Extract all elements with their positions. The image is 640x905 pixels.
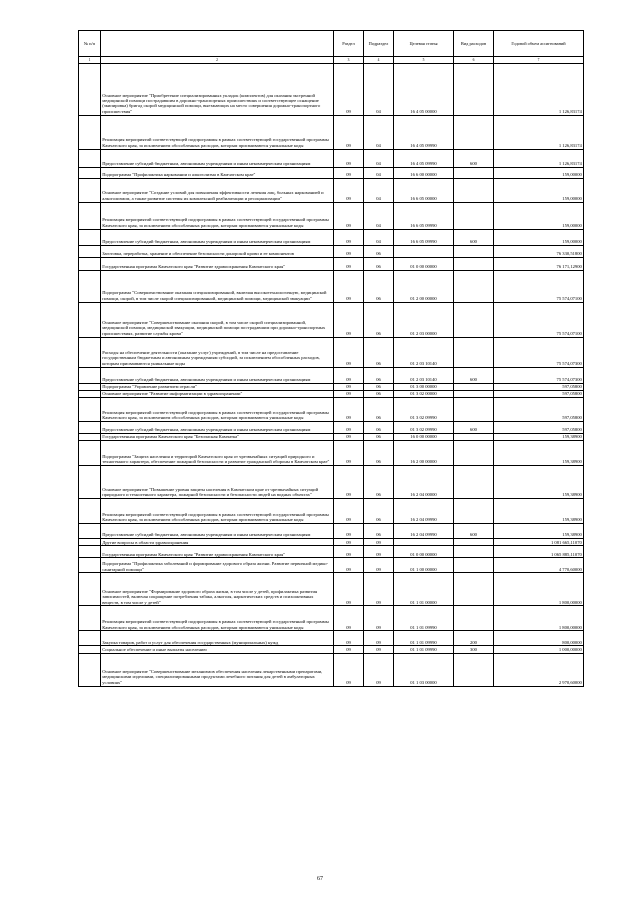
header-row — [79, 31, 584, 57]
cell-vid: 600 — [454, 524, 494, 539]
cell-name: Подпрограмма "Профилактика наркомании и алкоголизма в Камчатском крае" — [101, 167, 334, 178]
cell-num — [79, 245, 101, 257]
header-razdel: Раздел — [334, 31, 364, 57]
table-row — [79, 441, 584, 466]
cell-vid — [454, 433, 494, 440]
cell-razdel: 09 — [334, 390, 364, 397]
table-row — [79, 606, 584, 631]
cell-podrazdel: 04 — [364, 202, 394, 229]
cell-podrazdel: 06 — [364, 421, 394, 433]
cell-podrazdel: 06 — [364, 270, 394, 302]
table-row — [79, 466, 584, 499]
cell-razdel: 09 — [334, 115, 364, 149]
cell-razdel: 09 — [334, 524, 364, 539]
cell-amount: 4 770,60000 — [494, 558, 584, 573]
cell-razdel: 09 — [334, 367, 364, 383]
cell-vid: 600 — [454, 229, 494, 245]
cell-amount: 159,00000 — [494, 229, 584, 245]
header-name — [101, 31, 334, 57]
cell-tsel: 01 3 00 00000 — [394, 383, 454, 390]
cell-amount: 597,05800 — [494, 421, 584, 433]
table-row — [79, 558, 584, 573]
cell-vid — [454, 245, 494, 257]
cell-name: Заготовка, переработка, хранение и обеспечение безопасности донорской крови и ее компонентов — [101, 245, 334, 257]
cell-num — [79, 631, 101, 646]
cell-vid — [454, 383, 494, 390]
cell-amount: 76 171,12900 — [494, 257, 584, 270]
cell-podrazdel: 06 — [364, 499, 394, 524]
cell-vid — [454, 573, 494, 606]
cell-name: Государственная программа Камчатского края "Развитие здравоохранения Камчатского края" — [101, 546, 334, 558]
header-tsel: Целевая статья — [394, 31, 454, 57]
cell-razdel: 09 — [334, 245, 364, 257]
cell-vid — [454, 397, 494, 421]
cell-name: Реализация мероприятий соответствующей подпрограммы в рамках соответствующей государственной программы Камчатского края, за исключением обособленных расходов, которым присваиваются уникальные коды — [101, 202, 334, 229]
col-number: 6 — [454, 56, 494, 63]
cell-podrazdel: 04 — [364, 63, 394, 115]
cell-amount: 75 574,07100 — [494, 270, 584, 302]
cell-tsel: 01 0 00 00000 — [394, 546, 454, 558]
cell-num — [79, 63, 101, 115]
cell-name: Основное мероприятие "Совершенствование оказания скорой, в том числе скорой специализированной, медицинской помощи, медицинской эвакуации, медицинской помощи пострадавшим при дорожно-транспортных происшествиях, развитие службы крови" — [101, 302, 334, 337]
table-row — [79, 383, 584, 390]
cell-num — [79, 115, 101, 149]
cell-tsel: 16 6 05 09990 — [394, 229, 454, 245]
cell-amount: 1 800,00000 — [494, 606, 584, 631]
cell-num — [79, 229, 101, 245]
cell-tsel: 01 1 01 00000 — [394, 573, 454, 606]
cell-vid — [454, 653, 494, 686]
cell-name: Предоставление субсидий бюджетным, автономным учреждениям и иным некоммерческим организациям — [101, 229, 334, 245]
cell-razdel: 09 — [334, 546, 364, 558]
cell-tsel: 01 2 00 00000 — [394, 270, 454, 302]
cell-razdel: 09 — [334, 178, 364, 202]
cell-amount: 159,38900 — [494, 433, 584, 440]
cell-name: Предоставление субсидий бюджетным, автономным учреждениям и иным некоммерческим организациям — [101, 421, 334, 433]
cell-podrazdel: 06 — [364, 397, 394, 421]
table-row — [79, 367, 584, 383]
cell-podrazdel: 09 — [364, 539, 394, 546]
cell-vid — [454, 257, 494, 270]
cell-vid — [454, 115, 494, 149]
cell-tsel: 01 1 03 00000 — [394, 653, 454, 686]
cell-num — [79, 257, 101, 270]
cell-vid — [454, 202, 494, 229]
cell-num — [79, 606, 101, 631]
cell-num — [79, 167, 101, 178]
cell-tsel: 01 3 02 00000 — [394, 390, 454, 397]
cell-num — [79, 524, 101, 539]
cell-name: Основное мероприятие "Совершенствование механизмов обеспечения населения лекарственными препаратами, медицинскими изделиями, специализированными продуктами лечебного питания для детей в амбулаторных условиях" — [101, 653, 334, 686]
cell-podrazdel: 06 — [364, 257, 394, 270]
cell-name: Подпрограмма "Профилактика заболеваний и формирование здорового образа жизни. Развитие первичной медико-санитарной помощи" — [101, 558, 334, 573]
cell-amount: 159,00000 — [494, 178, 584, 202]
cell-tsel: 16 2 04 00000 — [394, 466, 454, 499]
cell-vid — [454, 466, 494, 499]
cell-num — [79, 539, 101, 546]
cell-razdel: 09 — [334, 573, 364, 606]
cell-num — [79, 558, 101, 573]
cell-amount: 1 126,83174 — [494, 63, 584, 115]
cell-name: Реализация мероприятий соответствующей подпрограммы в рамках соответствующей государственной программы Камчатского края, за исключением обособленных расходов, которым присваиваются уникальные коды — [101, 606, 334, 631]
cell-name: Предоставление субсидий бюджетным, автономным учреждениям и иным некоммерческим организациям — [101, 149, 334, 167]
cell-amount: 75 574,07300 — [494, 367, 584, 383]
cell-name: Реализация мероприятий соответствующей подпрограммы в рамках соответствующей государственной программы Камчатского края, за исключением обособленных расходов, которым присваиваются уникальные коды — [101, 115, 334, 149]
cell-vid — [454, 606, 494, 631]
cell-amount: 1 065 885,11070 — [494, 546, 584, 558]
table-row — [79, 245, 584, 257]
cell-amount: 75 574,07300 — [494, 337, 584, 367]
cell-podrazdel: 06 — [364, 337, 394, 367]
cell-num — [79, 302, 101, 337]
table-row — [79, 653, 584, 686]
cell-num — [79, 383, 101, 390]
cell-razdel: 09 — [334, 167, 364, 178]
cell-name: Закупка товаров, работ и услуг для обеспечения государственных (муниципальных) нужд — [101, 631, 334, 646]
cell-tsel: 16 2 04 09990 — [394, 499, 454, 524]
cell-razdel: 09 — [334, 149, 364, 167]
cell-podrazdel: 06 — [364, 367, 394, 383]
cell-podrazdel: 06 — [364, 441, 394, 466]
cell-razdel: 09 — [334, 421, 364, 433]
cell-amount: 1 081 665,11070 — [494, 539, 584, 546]
cell-tsel: 16 2 00 00000 — [394, 441, 454, 466]
cell-vid — [454, 558, 494, 573]
cell-num — [79, 441, 101, 466]
cell-razdel: 09 — [334, 433, 364, 440]
cell-amount: 597,05800 — [494, 390, 584, 397]
cell-razdel: 09 — [334, 257, 364, 270]
cell-amount: 159,38900 — [494, 441, 584, 466]
cell-name: Социальное обеспечение и иные выплаты населению — [101, 646, 334, 653]
table-row — [79, 149, 584, 167]
table-row — [79, 546, 584, 558]
cell-razdel: 09 — [334, 202, 364, 229]
table-row — [79, 63, 584, 115]
cell-name: Другие вопросы в области здравоохранения — [101, 539, 334, 546]
cell-vid — [454, 539, 494, 546]
cell-podrazdel: 09 — [364, 653, 394, 686]
cell-amount: 159,38900 — [494, 466, 584, 499]
cell-num — [79, 397, 101, 421]
table-row — [79, 178, 584, 202]
table-row — [79, 397, 584, 421]
table-row — [79, 167, 584, 178]
cell-vid — [454, 178, 494, 202]
cell-razdel: 09 — [334, 646, 364, 653]
table-row — [79, 524, 584, 539]
cell-name: Предоставление субсидий бюджетным, автономным учреждениям и иным некоммерческим организациям — [101, 524, 334, 539]
cell-podrazdel: 09 — [364, 546, 394, 558]
cell-tsel: 01 0 00 00000 — [394, 257, 454, 270]
cell-name: Подпрограмма "Совершенствование оказания специализированной, включая высокотехнологичную, медицинской помощи, скорой, в том числе скорой специализированной, медицинской помощи, медицинской эвакуации" — [101, 270, 334, 302]
cell-podrazdel: 09 — [364, 558, 394, 573]
col-number: 7 — [494, 56, 584, 63]
table-row — [79, 202, 584, 229]
cell-tsel: 16 4 05 09990 — [394, 115, 454, 149]
budget-table-sheet — [78, 30, 583, 687]
cell-num — [79, 466, 101, 499]
cell-vid — [454, 270, 494, 302]
cell-razdel: 09 — [334, 558, 364, 573]
budget-table — [78, 30, 584, 687]
table-row — [79, 229, 584, 245]
page-number: 67 — [317, 876, 323, 882]
cell-num — [79, 270, 101, 302]
cell-name: Основное мероприятие "Создание условий для повышения эффективности лечения лиц, больных наркоманией и алкоголизмом, а также развитие системы их комплексной реабилитации и ресоциализации" — [101, 178, 334, 202]
cell-razdel: 09 — [334, 539, 364, 546]
cell-razdel: 09 — [334, 631, 364, 646]
cell-num — [79, 546, 101, 558]
table-row — [79, 257, 584, 270]
cell-amount: 1 126,83174 — [494, 115, 584, 149]
cell-tsel: 01 1 01 09990 — [394, 646, 454, 653]
cell-podrazdel: 09 — [364, 573, 394, 606]
cell-podrazdel: 06 — [364, 245, 394, 257]
cell-podrazdel: 04 — [364, 167, 394, 178]
cell-num — [79, 390, 101, 397]
cell-num — [79, 178, 101, 202]
cell-podrazdel: 09 — [364, 646, 394, 653]
cell-vid — [454, 337, 494, 367]
table-row — [79, 390, 584, 397]
cell-name: Реализация мероприятий соответствующей подпрограммы в рамках соответствующей государственной программы Камчатского края, за исключением обособленных расходов, которым присваиваются уникальные коды — [101, 499, 334, 524]
cell-vid: 600 — [454, 421, 494, 433]
cell-tsel: 01 1 00 00000 — [394, 558, 454, 573]
cell-razdel: 09 — [334, 270, 364, 302]
cell-amount: 800,00000 — [494, 631, 584, 646]
cell-amount: 159,00000 — [494, 167, 584, 178]
cell-razdel: 09 — [334, 229, 364, 245]
table-row — [79, 499, 584, 524]
cell-podrazdel: 06 — [364, 383, 394, 390]
cell-name: Основное мероприятие "Формирование здорового образа жизни, в том числе у детей, профилактика развития зависимостей, включая сокращение потребления табака, алкоголя, наркотических средств и психоактивных веществ, в том числе у детей" — [101, 573, 334, 606]
cell-tsel — [394, 245, 454, 257]
cell-amount: 1 800,00000 — [494, 573, 584, 606]
cell-vid — [454, 167, 494, 178]
cell-vid — [454, 63, 494, 115]
cell-amount: 75 574,07100 — [494, 302, 584, 337]
cell-name: Реализация мероприятий соответствующей подпрограммы в рамках соответствующей государственной программы Камчатского края, за исключением обособленных расходов, которым присваиваются уникальные коды — [101, 397, 334, 421]
table-body — [79, 63, 584, 686]
cell-amount: 159,38900 — [494, 524, 584, 539]
cell-podrazdel: 09 — [364, 631, 394, 646]
cell-tsel: 16 6 05 09990 — [394, 202, 454, 229]
cell-name: Подпрограмма "Защита населения и территорий Камчатского края от чрезвычайных ситуаций природного и техногенного характера, обеспечение пожарной безопасности и развитие гражданской обороны в Камчатском крае" — [101, 441, 334, 466]
cell-vid: 300 — [454, 646, 494, 653]
table-row — [79, 573, 584, 606]
cell-name: Подпрограмма "Управление развитием отрасли" — [101, 383, 334, 390]
table-row — [79, 646, 584, 653]
column-number-row — [79, 56, 584, 63]
cell-num — [79, 573, 101, 606]
cell-amount: 1 000,00000 — [494, 646, 584, 653]
cell-amount: 597,05800 — [494, 397, 584, 421]
cell-vid: 600 — [454, 149, 494, 167]
cell-amount: 597,05800 — [494, 383, 584, 390]
cell-podrazdel: 06 — [364, 524, 394, 539]
cell-vid — [454, 441, 494, 466]
cell-razdel: 09 — [334, 337, 364, 367]
cell-num — [79, 367, 101, 383]
cell-razdel: 09 — [334, 441, 364, 466]
cell-podrazdel: 04 — [364, 115, 394, 149]
cell-podrazdel: 06 — [364, 302, 394, 337]
col-number: 5 — [394, 56, 454, 63]
cell-vid: 600 — [454, 367, 494, 383]
table-row — [79, 337, 584, 367]
cell-num — [79, 433, 101, 440]
cell-tsel: 16 6 00 00000 — [394, 167, 454, 178]
cell-num — [79, 653, 101, 686]
cell-podrazdel: 09 — [364, 606, 394, 631]
col-number: 1 — [79, 56, 101, 63]
cell-num — [79, 202, 101, 229]
cell-podrazdel: 04 — [364, 149, 394, 167]
table-row — [79, 631, 584, 646]
cell-vid — [454, 546, 494, 558]
table-row — [79, 270, 584, 302]
cell-amount: 2 970,60000 — [494, 653, 584, 686]
cell-name: Основное мероприятие "Повышение уровня защиты населения в Камчатском крае от чрезвычайных ситуаций природного и техногенного характера, пожарной безопасности и безопасности людей на водных объектах" — [101, 466, 334, 499]
cell-tsel: 16 6 05 00000 — [394, 178, 454, 202]
table-row — [79, 302, 584, 337]
cell-tsel: 16 4 05 09990 — [394, 149, 454, 167]
cell-vid — [454, 302, 494, 337]
header-podrazdel: Подраздел — [364, 31, 394, 57]
cell-num — [79, 421, 101, 433]
cell-tsel: 01 2 03 10140 — [394, 367, 454, 383]
cell-tsel: 01 2 03 00000 — [394, 302, 454, 337]
table-row — [79, 115, 584, 149]
cell-tsel: 01 3 02 09990 — [394, 421, 454, 433]
cell-num — [79, 499, 101, 524]
cell-tsel: 01 3 02 09990 — [394, 397, 454, 421]
cell-podrazdel: 06 — [364, 390, 394, 397]
cell-name: Предоставление субсидий бюджетным, автономным учреждениям и иным некоммерческим организациям — [101, 367, 334, 383]
cell-podrazdel: 04 — [364, 229, 394, 245]
cell-name: Основное мероприятие "Развитие информатизации в здравоохранении" — [101, 390, 334, 397]
cell-num — [79, 337, 101, 367]
cell-tsel: 16 4 05 00000 — [394, 63, 454, 115]
cell-tsel: 01 2 03 10140 — [394, 337, 454, 367]
col-number: 2 — [101, 56, 334, 63]
cell-tsel: 01 1 01 09990 — [394, 631, 454, 646]
cell-razdel: 09 — [334, 302, 364, 337]
cell-amount: 159,38900 — [494, 499, 584, 524]
header-amount: Годовой объем ассигнований — [494, 31, 584, 57]
table-row — [79, 433, 584, 440]
cell-num — [79, 149, 101, 167]
cell-razdel: 09 — [334, 653, 364, 686]
cell-tsel: 16 0 00 00000 — [394, 433, 454, 440]
cell-amount: 159,00000 — [494, 202, 584, 229]
header-num: № п/п — [79, 31, 101, 57]
cell-vid — [454, 390, 494, 397]
cell-amount: 76 330,51800 — [494, 245, 584, 257]
header-vid: Вид расходов — [454, 31, 494, 57]
table-row — [79, 421, 584, 433]
cell-razdel: 09 — [334, 466, 364, 499]
col-number: 4 — [364, 56, 394, 63]
cell-podrazdel: 04 — [364, 178, 394, 202]
cell-name: Государственная программа Камчатского края "Развитие здравоохранения Камчатского края" — [101, 257, 334, 270]
cell-razdel: 09 — [334, 499, 364, 524]
cell-vid — [454, 499, 494, 524]
cell-vid: 200 — [454, 631, 494, 646]
cell-razdel: 09 — [334, 606, 364, 631]
cell-razdel: 09 — [334, 63, 364, 115]
cell-podrazdel: 06 — [364, 433, 394, 440]
cell-podrazdel: 06 — [364, 466, 394, 499]
cell-name: Расходы на обеспечение деятельности (оказание услуг) учреждений, в том числе на предоставление государственным бюджетным и автономным учреждениям субсидий, за исключением обособленных расходов, которым присваиваются уникальные коды — [101, 337, 334, 367]
cell-num — [79, 646, 101, 653]
cell-tsel — [394, 539, 454, 546]
cell-amount: 1 126,83174 — [494, 149, 584, 167]
cell-razdel: 09 — [334, 383, 364, 390]
col-number: 3 — [334, 56, 364, 63]
cell-razdel: 09 — [334, 397, 364, 421]
cell-name: Государственная программа Камчатского края "Безопасная Камчатка" — [101, 433, 334, 440]
table-row — [79, 539, 584, 546]
cell-name: Основное мероприятие "Приобретение специализированных укладок (комплектов) для оказания экстренной медицинской помощи пострадавшим в дорожно-транспортных происшествиях и соответствующее оснащение (экипировка) бригад скорой медицинской помощи, выезжающих на место совершения дорожно-транспортного происшествия" — [101, 63, 334, 115]
cell-tsel: 01 1 01 09990 — [394, 606, 454, 631]
cell-tsel: 16 2 04 09990 — [394, 524, 454, 539]
